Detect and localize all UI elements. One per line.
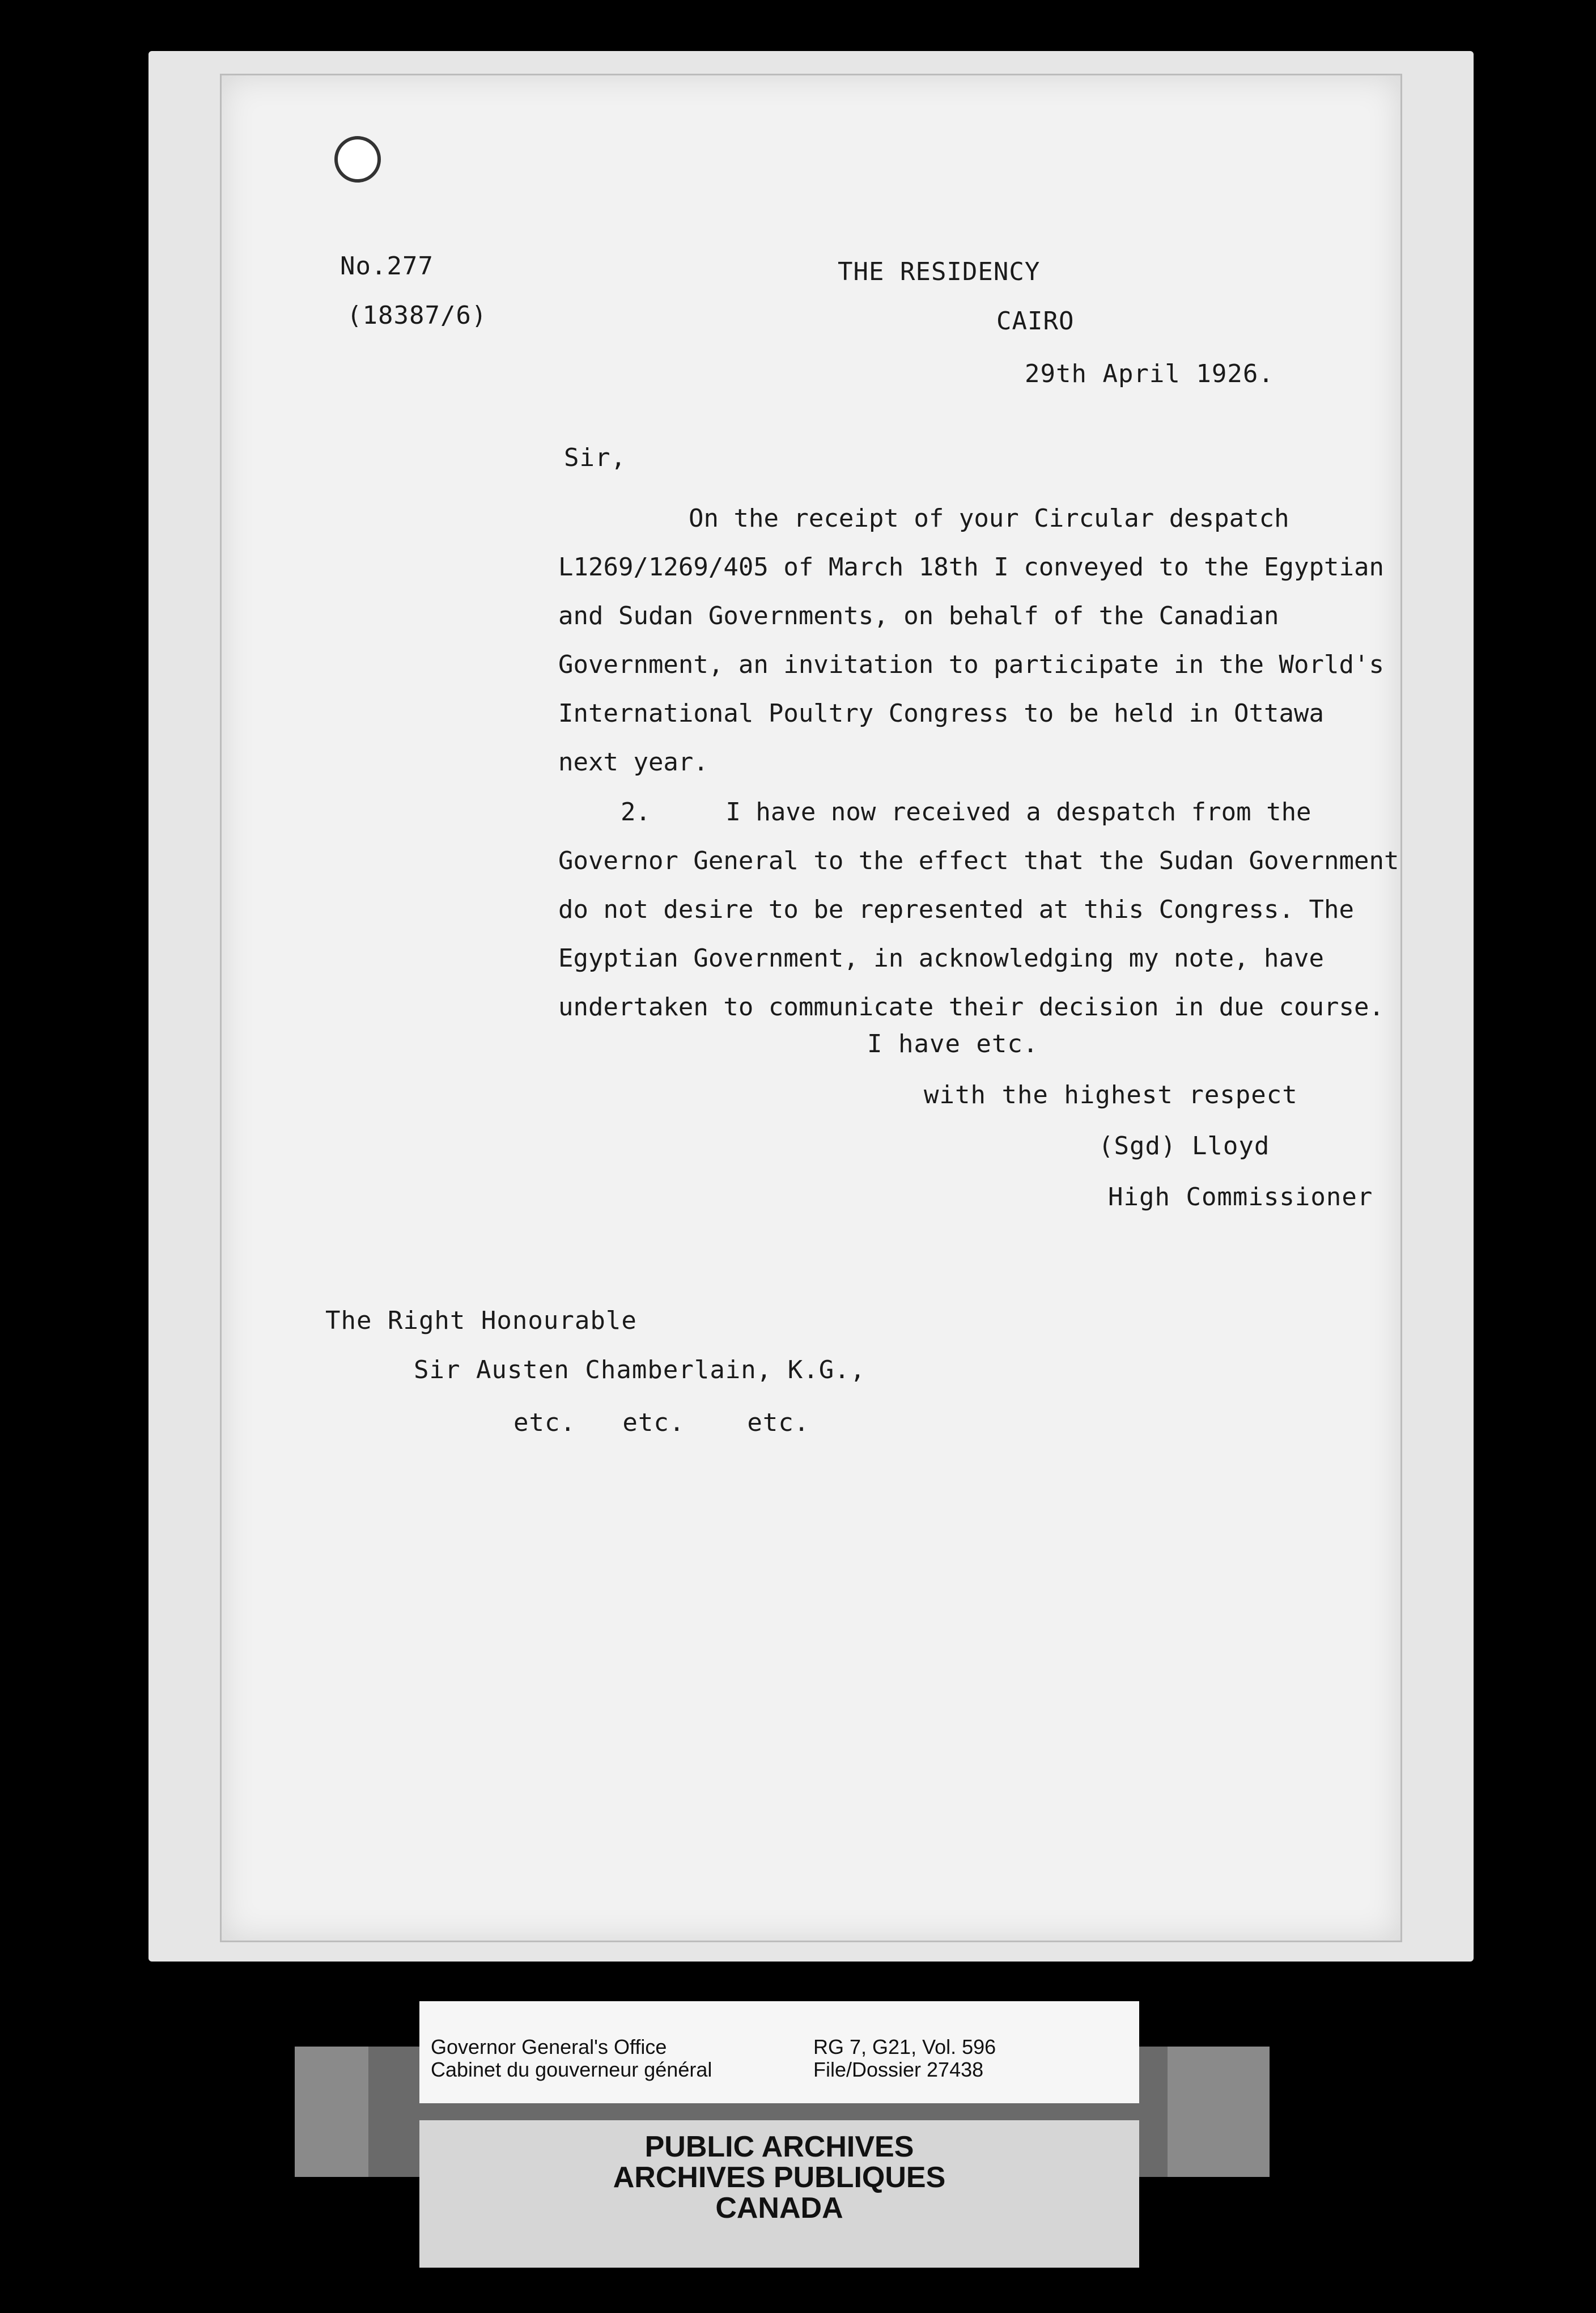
archive-stamp-label [419,2120,1139,2268]
paragraph-line: 2. I have now received a despatch from the [621,798,1311,827]
paragraph-line: L1269/1269/405 of March 18th I conveyed to the Egyptian [558,553,1384,582]
closing-line-1: I have etc. [867,1030,1039,1058]
office-english: Governor General's Office [431,2035,667,2058]
salutation: Sir, [564,443,626,472]
paragraph-line: do not desire to be represented at this Congress. The [558,895,1354,924]
stamp-line-1: PUBLIC ARCHIVES [644,2130,914,2163]
signature-title: High Commissioner [1108,1183,1373,1211]
ref-number: No.277 [340,252,434,281]
ref-code: (18387/6) [347,301,487,330]
addressee-line-1: The Right Honourable [325,1306,637,1335]
paragraph-line: next year. [558,748,708,777]
record-group: RG 7, G21, Vol. 596 [813,2035,996,2058]
office-french: Cabinet du gouverneur général [431,2058,712,2081]
archive-band-tab-right [1168,2047,1270,2177]
stamp-line-3: CANADA [715,2192,843,2225]
archive-reference-label [419,2001,1139,2103]
paragraph-line: Egyptian Government, in acknowledging my note, have [558,944,1325,973]
signature: (Sgd) Lloyd [1098,1132,1270,1160]
addressee-line-3: etc. etc. etc. [513,1408,810,1437]
addressee-line-2: Sir Austen Chamberlain, K.G., [414,1355,866,1384]
file-number: File/Dossier 27438 [813,2058,984,2081]
closing-line-2: with the highest respect [924,1081,1298,1109]
paragraph-line: Governor General to the effect that the Sudan Government [558,846,1399,875]
letterhead-place: THE RESIDENCY [838,257,1041,286]
paragraph-1 [558,494,1384,787]
stamp-line-2: ARCHIVES PUBLIQUES [613,2161,946,2194]
archive-band-tab-left [295,2047,368,2177]
paragraph-line: International Poultry Congress to be held in Ottawa [558,699,1325,728]
letterhead-city: CAIRO [996,307,1075,336]
punch-hole [334,136,381,183]
paragraph-line: Government, an invitation to participate in the World's [558,650,1384,679]
paragraph-line: undertaken to communicate their decision in due course. [558,993,1384,1022]
paragraph-line: and Sudan Governments, on behalf of the Canadian [558,601,1279,630]
paragraph-line: On the receipt of your Circular despatch [689,504,1289,533]
letter-date: 29th April 1926. [1025,359,1274,388]
paragraph-2 [558,788,1399,1032]
